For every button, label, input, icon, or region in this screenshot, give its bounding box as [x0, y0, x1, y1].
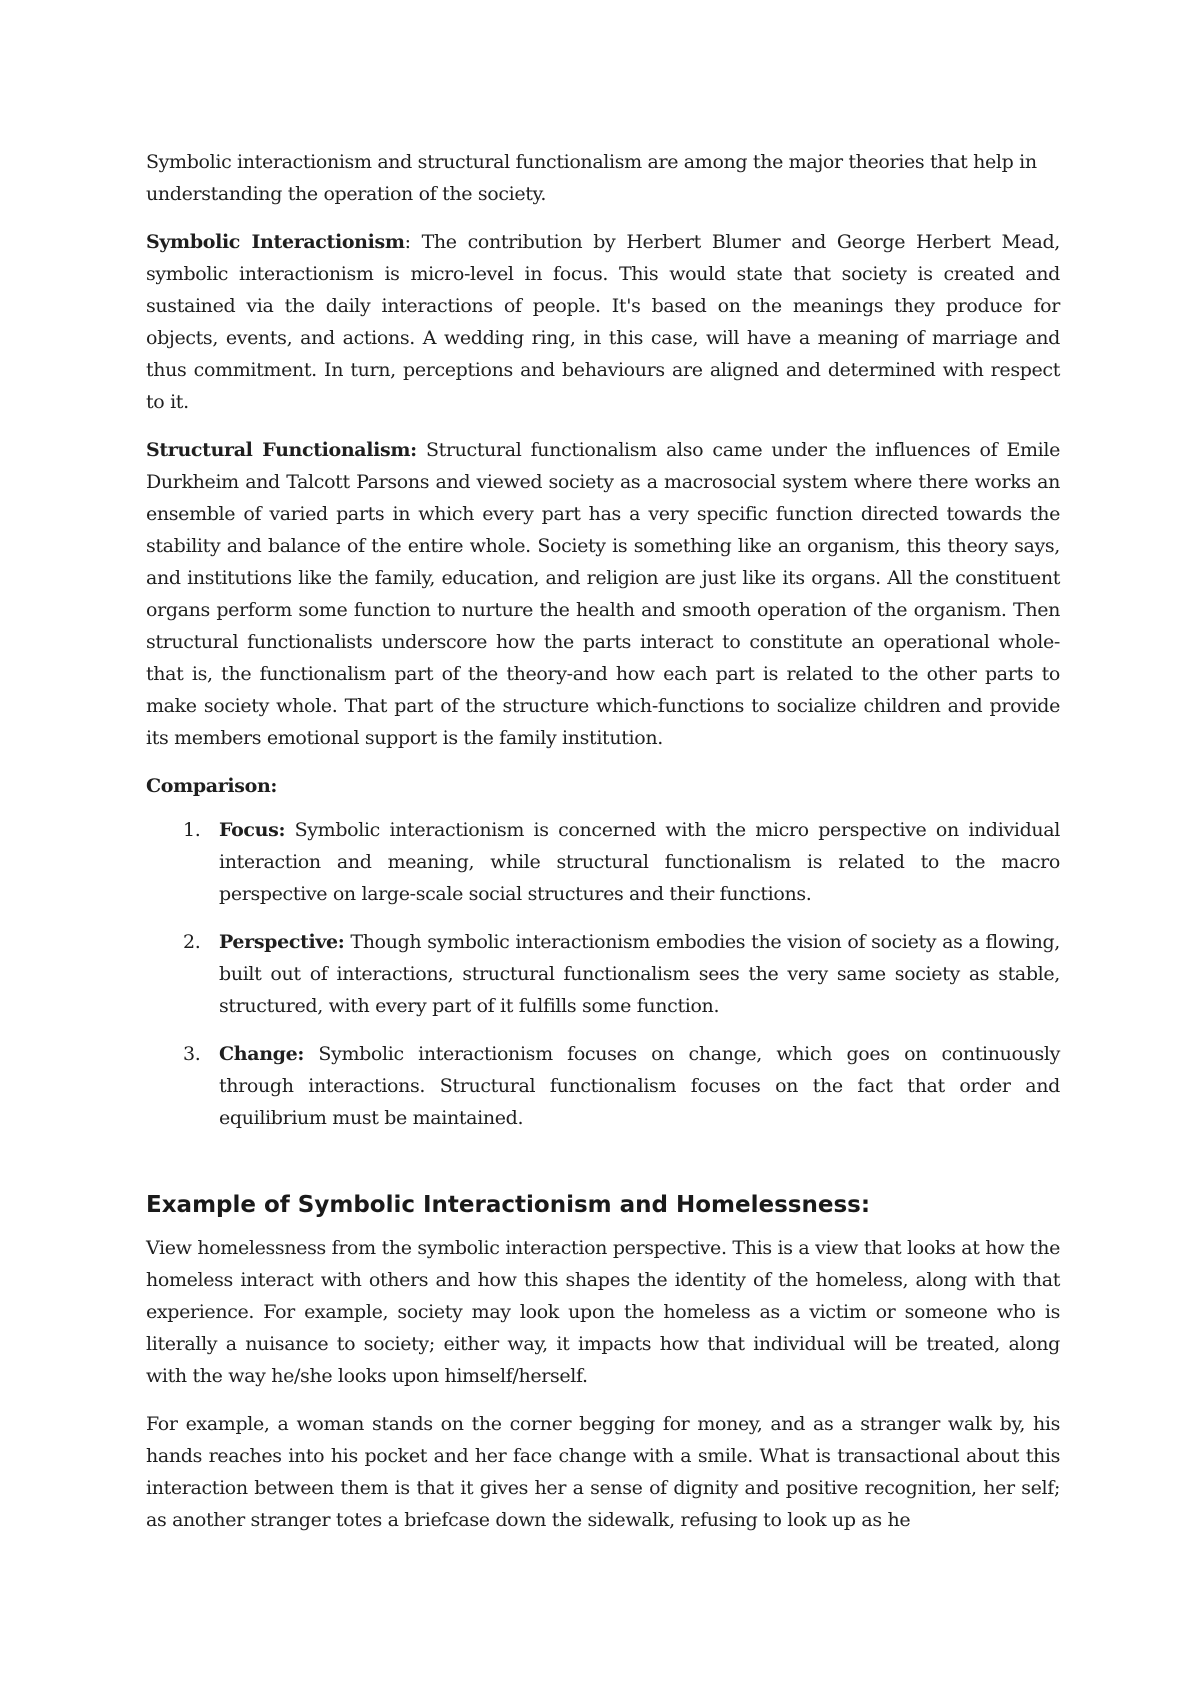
example-paragraph-1: View homelessness from the symbolic interaction perspective. This is a view that looks at how the homeless interact with others and how this shapes the identity of the homeless, along with that experience. For example, society may look upon the homeless as a victim or someone who is literally a nuisance to society; either way, it impacts how that individual will be treated, along with the way he/she looks upon himself/herself. [146, 1237, 1060, 1387]
comparison-item-label: Change: [219, 1043, 304, 1065]
structural-functionalism-text: Structural functionalism also came under the influences of Emile Durkheim and Talcott Parsons and viewed society as a macrosocial system where there works an ensemble of varied parts in which every part has a very specific function directed towards the stability and balance of the entire whole. Society is something like an organism, this theory says, and institutions like the family, education, and religion are just like its organs. All the constituent organs perform some function to nurture the health and smooth operation of the organism. Then structural functionalists underscore how the parts interact to constitute an operational whole-that is, the functionalism part of the theory-and how each part is related to the other parts to make society whole. That part of the structure which-functions to socialize children and provide its members emotional support is the family institution. [146, 439, 1061, 749]
symbolic-interactionism-paragraph [146, 226, 1060, 418]
comparison-item-label: Perspective: [219, 931, 345, 953]
comparison-item-text: Though symbolic interactionism embodies the vision of society as a flowing, built out of interactions, structural functionalism sees the very same society as stable, structured, with every part of it fulfills some function. [219, 931, 1060, 1017]
structural-functionalism-label: Structural Functionalism: [146, 439, 417, 461]
comparison-list [146, 814, 1060, 1134]
structural-functionalism-paragraph [146, 434, 1060, 754]
example-heading: Example of Symbolic Interactionism and Homelessness: [146, 1192, 871, 1218]
symbolic-interactionism-label: Symbolic Interactionism [146, 231, 405, 253]
comparison-item-label: Focus: [219, 819, 286, 841]
comparison-item-focus [146, 814, 1060, 910]
comparison-item-change [146, 1038, 1060, 1134]
comparison-item-perspective [146, 926, 1060, 1022]
list-number: 1. [183, 819, 201, 841]
comparison-heading: Comparison: [146, 775, 278, 797]
comparison-item-text: Symbolic interactionism focuses on change, which goes on continuously through interactions. Structural functionalism focuses on the fact that order and equilibrium must be maintained. [219, 1043, 1060, 1129]
symbolic-interactionism-text: : The contribution by Herbert Blumer and George Herbert Mead, symbolic interactionism is micro-level in focus. This would state that society is created and sustained via the daily interactions of people. It's based on the meanings they produce for objects, events, and actions. A wedding ring, in this case, will have a meaning of marriage and thus commitment. In turn, perceptions and behaviours are aligned and determined with respect to it. [146, 231, 1060, 413]
list-number: 3. [183, 1043, 201, 1065]
comparison-item-text: Symbolic interactionism is concerned with the micro perspective on individual interaction and meaning, while structural functionalism is related to the macro perspective on large-scale social structures and their functions. [219, 819, 1060, 905]
document-page [146, 146, 1060, 1552]
intro-paragraph: Symbolic interactionism and structural functionalism are among the major theories that help in understanding the operation of the society. [146, 151, 1037, 205]
example-paragraph-2: For example, a woman stands on the corner begging for money, and as a stranger walk by, his hands reaches into his pocket and her face change with a smile. What is transactional about this interaction between them is that it gives her a sense of dignity and positive recognition, her self; as another stranger totes a briefcase down the sidewalk, refusing to look up as he [146, 1413, 1060, 1531]
list-number: 2. [183, 931, 201, 953]
